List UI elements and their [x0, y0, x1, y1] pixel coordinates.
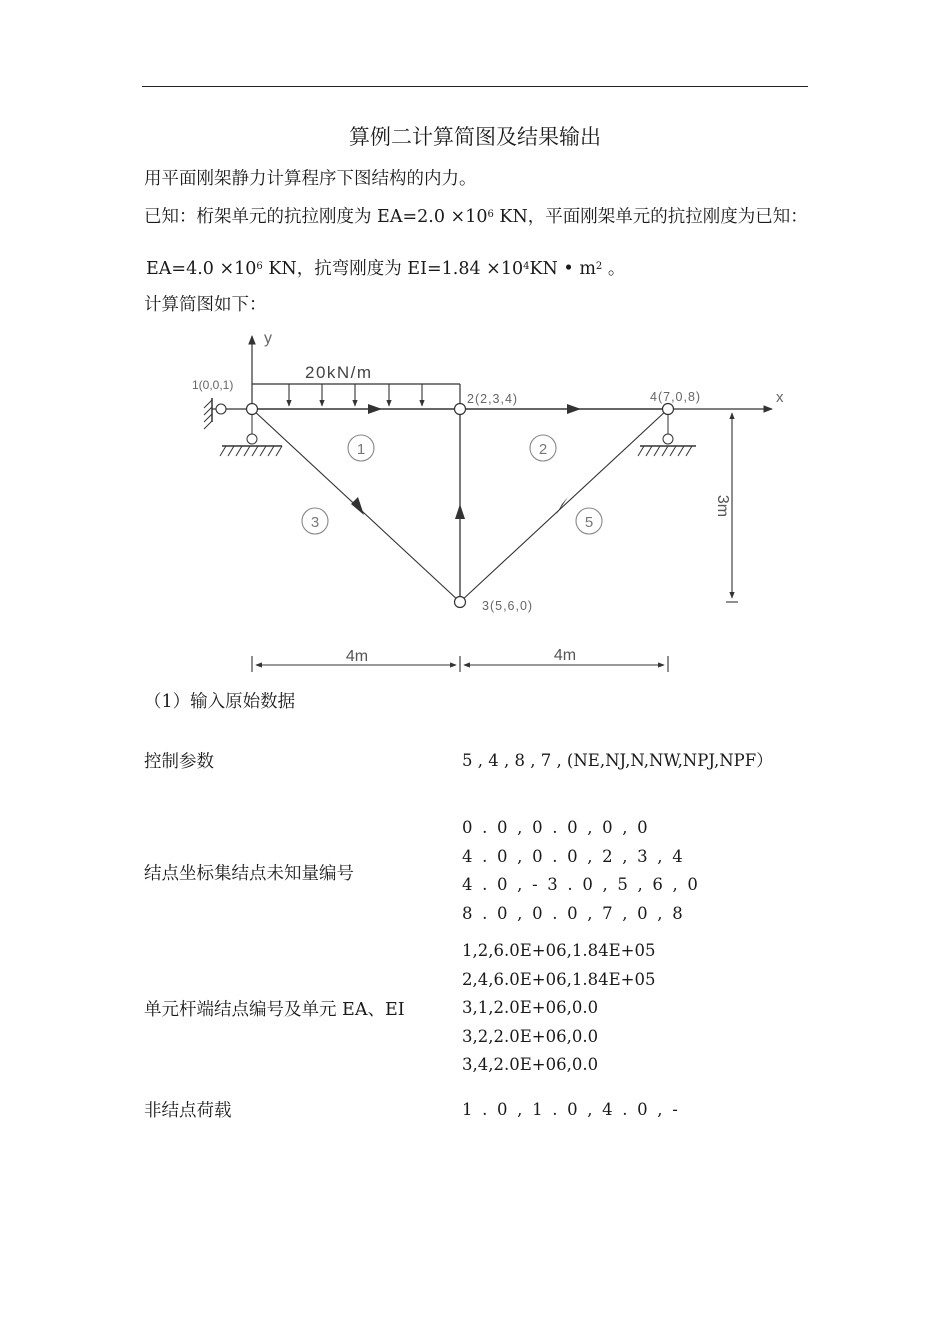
- known1-b: KN，平面刚架单元的抗拉刚度为已知：: [493, 207, 808, 227]
- known2-sup1: 6: [256, 261, 263, 272]
- coords-row: 0 . 0 , 0 . 0 , 0 , 0: [462, 818, 650, 837]
- y-axis-label: y: [264, 330, 272, 347]
- wall-support: [204, 398, 252, 429]
- node-3-label: 3(5,6,0): [482, 599, 534, 613]
- elements-values: [462, 937, 655, 1080]
- truss-4-direction-arrow: [455, 504, 465, 519]
- truss-5: [460, 409, 668, 602]
- node-2-label: 2(2,3,4): [467, 392, 519, 406]
- roller-support-left: [220, 409, 282, 456]
- diagram-caption: 计算简图如下：: [144, 295, 267, 315]
- node-3: [455, 597, 466, 608]
- known1-sup: 6: [487, 209, 494, 220]
- element-row: 3,4,2.0E+06,0.0: [462, 1055, 599, 1075]
- hinge-left: [216, 404, 226, 414]
- element-row: 3,2,2.0E+06,0.0: [462, 1026, 599, 1046]
- element-1-label: 1: [356, 441, 366, 458]
- section-heading: （1）输入原始数据: [144, 692, 296, 712]
- truss-3-direction-arrow: [351, 497, 364, 515]
- control-params-value: 5 , 4 , 8 , 7 , (NE,NJ,N,NW,NPJ,NPF）: [462, 751, 773, 770]
- elements-label: 单元杆端结点编号及单元 EA、EI: [144, 1000, 405, 1020]
- load-label: 20kN/m: [305, 363, 373, 382]
- known2-a: EA=4.0 ×10: [146, 259, 257, 279]
- loads-label: 非结点荷载: [144, 1101, 232, 1121]
- known2-b: KN，抗弯刚度为 EI=1.84 ×10: [262, 259, 524, 279]
- known2-sup3: 2: [595, 261, 603, 272]
- node-2: [455, 404, 466, 415]
- node-4: [663, 404, 674, 415]
- roller-support-right: [638, 409, 696, 456]
- node-1: [247, 404, 258, 415]
- intro-text: 用平面刚架静力计算程序下图结构的内力。: [144, 169, 477, 189]
- node-coords-label: 结点坐标集结点未知量编号: [144, 864, 354, 884]
- beam-1-direction-arrow: [368, 404, 382, 414]
- element-row: 3,1,2.0E+06,0.0: [462, 998, 599, 1018]
- element-row: 2,4,6.0E+06,1.84E+05: [462, 969, 656, 989]
- truss-5-direction-arrow: [556, 497, 568, 515]
- control-params-label: 控制参数: [144, 752, 214, 772]
- width-dimension-left-label: 4m: [345, 648, 369, 665]
- element-2-label: 2: [538, 441, 548, 458]
- width-dimension: [252, 656, 668, 672]
- load-arrows: [289, 384, 422, 406]
- element-5-label: 5: [584, 514, 594, 531]
- known2-sup2: 4: [523, 261, 530, 272]
- page-title: 算例二计算简图及结果输出: [349, 125, 601, 149]
- known1-a: 已知：桁架单元的抗拉刚度为 EA=2.0 ×10: [144, 207, 488, 227]
- width-dimension-right-label: 4m: [553, 647, 577, 664]
- node-coords-values: [462, 814, 700, 928]
- coords-row: 8 . 0 , 0 . 0 , 7 , 0 , 8: [462, 903, 685, 923]
- known2-d: 。: [602, 259, 626, 279]
- node-1-label: 1(0,0,1): [192, 378, 234, 392]
- coords-row: 4 . 0 , - 3 . 0 , 5 , 6 , 0: [462, 875, 701, 895]
- x-axis-label: x: [776, 389, 784, 406]
- loads-value: 1 . 0 , 1 . 0 , 4 . 0 , -: [462, 1100, 680, 1119]
- element-row: 1,2,6.0E+06,1.84E+05: [462, 941, 656, 960]
- node-4-label: 4(7,0,8): [650, 390, 702, 404]
- height-dimension-label: 3m: [714, 494, 731, 518]
- element-3-label: 3: [310, 514, 320, 531]
- coords-row: 4 . 0 , 0 . 0 , 2 , 3 , 4: [462, 846, 685, 866]
- beam-2-direction-arrow: [567, 404, 581, 414]
- known2-c: KN • m: [529, 259, 596, 279]
